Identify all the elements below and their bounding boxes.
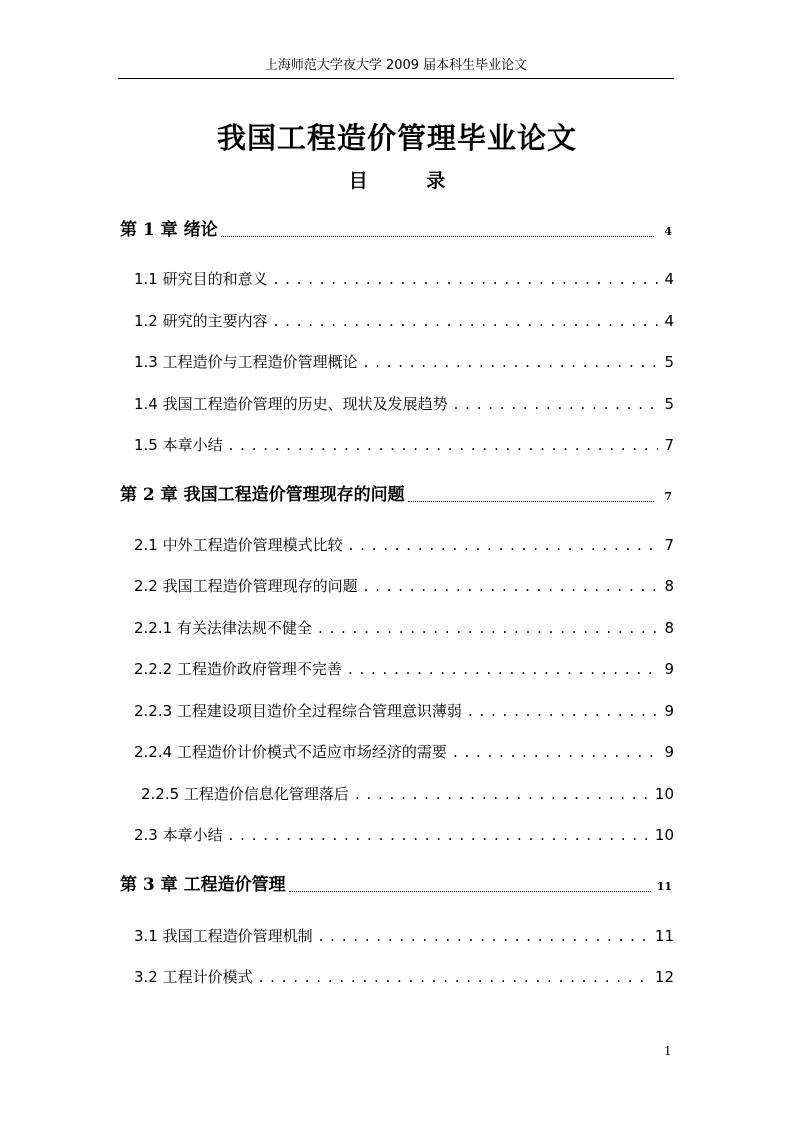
toc-entry-label: 1.4 我国工程造价管理的历史、现状及发展趋势 bbox=[134, 395, 448, 413]
toc-chapter-1[interactable] bbox=[120, 218, 672, 244]
toc-entry-page: 9 bbox=[664, 702, 674, 720]
toc-entry-label: 2.2.5 工程造价信息化管理落后 bbox=[141, 785, 349, 803]
toc-section-1-5[interactable] bbox=[134, 434, 674, 456]
toc-entry-page: 4 bbox=[664, 270, 674, 288]
toc-section-2-2-4[interactable] bbox=[134, 741, 674, 763]
dot-leader bbox=[364, 575, 658, 597]
toc-entry-page: 5 bbox=[664, 395, 674, 413]
toc-section-2-1[interactable] bbox=[134, 534, 674, 556]
toc-entry-page: 10 bbox=[654, 785, 674, 803]
dot-leader bbox=[259, 966, 649, 988]
toc-chapter-3[interactable] bbox=[120, 873, 672, 899]
toc-entry-page: 4 bbox=[664, 312, 674, 330]
dot-leader bbox=[468, 700, 658, 722]
toc-section-1-1[interactable] bbox=[134, 268, 674, 290]
toc-entry-page: 10 bbox=[654, 826, 674, 844]
toc-entry-label: 3.1 我国工程造价管理机制 bbox=[134, 927, 313, 945]
toc-entry-page: 4 bbox=[664, 225, 672, 238]
toc-entry-page: 8 bbox=[664, 619, 674, 637]
toc-entry-page: 7 bbox=[664, 536, 674, 554]
toc-section-1-4[interactable] bbox=[134, 393, 674, 415]
dot-leader bbox=[229, 824, 649, 846]
toc-entry-label: 1.5 本章小结 bbox=[134, 436, 223, 454]
toc-section-2-3[interactable] bbox=[134, 824, 674, 846]
toc-section-3-2[interactable] bbox=[134, 966, 674, 988]
toc-section-2-2-3[interactable] bbox=[134, 700, 674, 722]
dot-leader bbox=[221, 235, 654, 237]
toc-entry-page: 7 bbox=[664, 490, 672, 503]
toc-entry-page: 8 bbox=[664, 577, 674, 595]
dot-leader bbox=[318, 617, 658, 639]
toc-section-2-2-2[interactable] bbox=[134, 658, 674, 680]
toc-section-1-3[interactable] bbox=[134, 351, 674, 373]
toc-entry-label: 2.2.2 工程造价政府管理不完善 bbox=[134, 660, 342, 678]
toc-entry-page: 9 bbox=[664, 660, 674, 678]
toc-entry-label: 2.2 我国工程造价管理现存的问题 bbox=[134, 577, 358, 595]
toc-entry-label: 1.3 工程造价与工程造价管理概论 bbox=[134, 353, 358, 371]
dot-leader bbox=[289, 890, 651, 892]
toc-entry-label: 2.2.4 工程造价计价模式不适应市场经济的需要 bbox=[134, 743, 447, 761]
toc-entry-label: 3.2 工程计价模式 bbox=[134, 968, 253, 986]
document-title: 我国工程造价管理毕业论文 bbox=[216, 121, 577, 155]
dot-leader bbox=[348, 658, 658, 680]
toc-entry-label: 2.1 中外工程造价管理模式比较 bbox=[134, 536, 343, 554]
dot-leader bbox=[453, 741, 658, 763]
toc-entry-page: 11 bbox=[656, 880, 672, 893]
toc-entry-label: 第 3 章 工程造价管理 bbox=[120, 875, 286, 895]
toc-entry-page: 7 bbox=[664, 436, 674, 454]
dot-leader bbox=[364, 351, 658, 373]
toc-section-1-2[interactable] bbox=[134, 310, 674, 332]
toc-chapter-2[interactable] bbox=[120, 483, 672, 509]
dot-leader bbox=[274, 268, 658, 290]
toc-entry-page: 12 bbox=[654, 968, 674, 986]
dot-leader bbox=[319, 925, 649, 947]
dot-leader bbox=[274, 310, 658, 332]
toc-section-2-2-5[interactable] bbox=[141, 783, 674, 805]
dot-leader bbox=[408, 500, 654, 502]
running-header: 上海师范大学夜大学 2009 届本科生毕业论文 bbox=[118, 56, 674, 79]
dot-leader bbox=[454, 393, 658, 415]
toc-section-2-2[interactable] bbox=[134, 575, 674, 597]
toc-entry-label: 2.2.3 工程建设项目造价全过程综合管理意识薄弱 bbox=[134, 702, 462, 720]
dot-leader bbox=[349, 534, 658, 556]
toc-entry-label: 第 1 章 绪论 bbox=[120, 220, 218, 240]
toc-entry-label: 2.3 本章小结 bbox=[134, 826, 223, 844]
toc-entry-label: 1.2 研究的主要内容 bbox=[134, 312, 268, 330]
toc-section-2-2-1[interactable] bbox=[134, 617, 674, 639]
dot-leader bbox=[229, 434, 658, 456]
toc-entry-label: 1.1 研究目的和意义 bbox=[134, 270, 268, 288]
toc-heading: 目 录 bbox=[348, 170, 446, 192]
toc-entry-page: 5 bbox=[664, 353, 674, 371]
toc-section-3-1[interactable] bbox=[134, 925, 674, 947]
toc-entry-page: 9 bbox=[664, 743, 674, 761]
page-number: 1 bbox=[664, 1044, 672, 1058]
toc-entry-label: 第 2 章 我国工程造价管理现存的问题 bbox=[120, 485, 405, 505]
toc-entry-page: 11 bbox=[654, 927, 674, 945]
dot-leader bbox=[355, 783, 649, 805]
toc-entry-label: 2.2.1 有关法律法规不健全 bbox=[134, 619, 312, 637]
